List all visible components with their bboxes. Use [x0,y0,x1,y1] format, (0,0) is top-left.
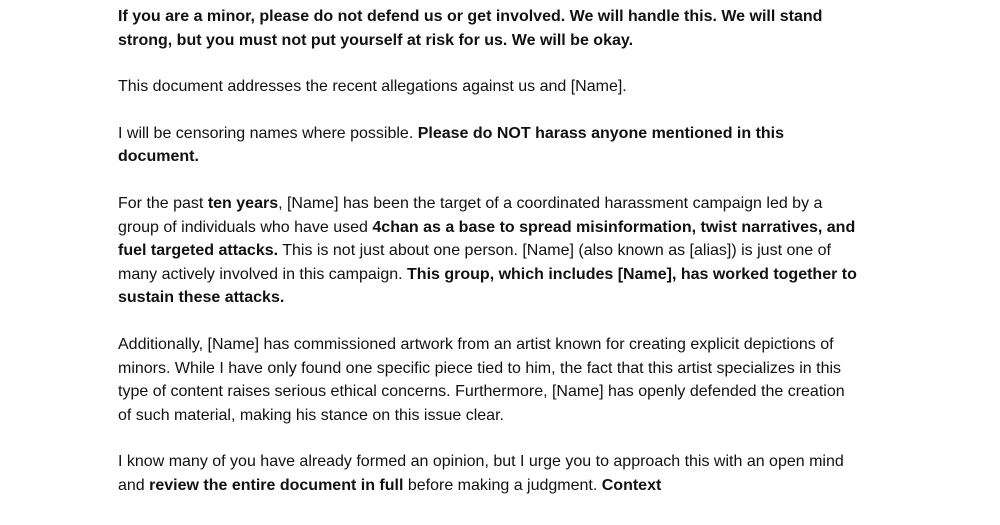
body-text: This document addresses the recent allegations against us and [Name]. [118,78,627,96]
bold-text: If you are a minor, please do not defend us or get involved. We will handle this. We will stand strong, but you must not put yourself at risk for us. We will be okay. [118,8,823,49]
body-text: before making a judgment. [403,476,602,494]
body-text: Additionally, [Name] has commissioned artwork from an artist known for creating explicit depictions of minors. While I have only found one specific piece tied to him, the fact that this artist specializes in this type of content raises serious ethical concerns. Furthermore, [Name] has openly defended the creation of such material, making his stance on this issue clear. [118,335,845,424]
bold-text: Please do NOT harass anyone mentioned in this document. [118,124,785,166]
paragraph [118,333,858,427]
body-text: , [Name] has been the target of a coordinated harassment campaign led by a group of individuals who have used [118,194,823,236]
paragraph [118,5,858,52]
bold-text: This group, which includes [Name], has worked together to sustain these attacks. [118,265,857,307]
bold-text: ten years [207,194,279,212]
paragraph [118,450,858,497]
bold-text: review the entire document in full [149,476,404,494]
bold-text: 4chan as a base to spread misinformation, twist narratives, and fuel targeted attacks. [118,218,856,260]
paragraph [118,122,858,169]
paragraph [118,192,858,310]
document-body [118,5,858,498]
body-text: This is not just about one person. [Name] (also known as [alias]) is just one of many actively involved in this campaign. [118,242,831,283]
body-text: For the past [118,194,208,212]
body-text: I will be censoring names where possible. [118,124,418,142]
paragraph [118,75,858,99]
body-text: I know many of you have already formed an opinion, but I urge you to approach this with an open mind and [118,453,844,494]
bold-text: Context [601,476,662,494]
